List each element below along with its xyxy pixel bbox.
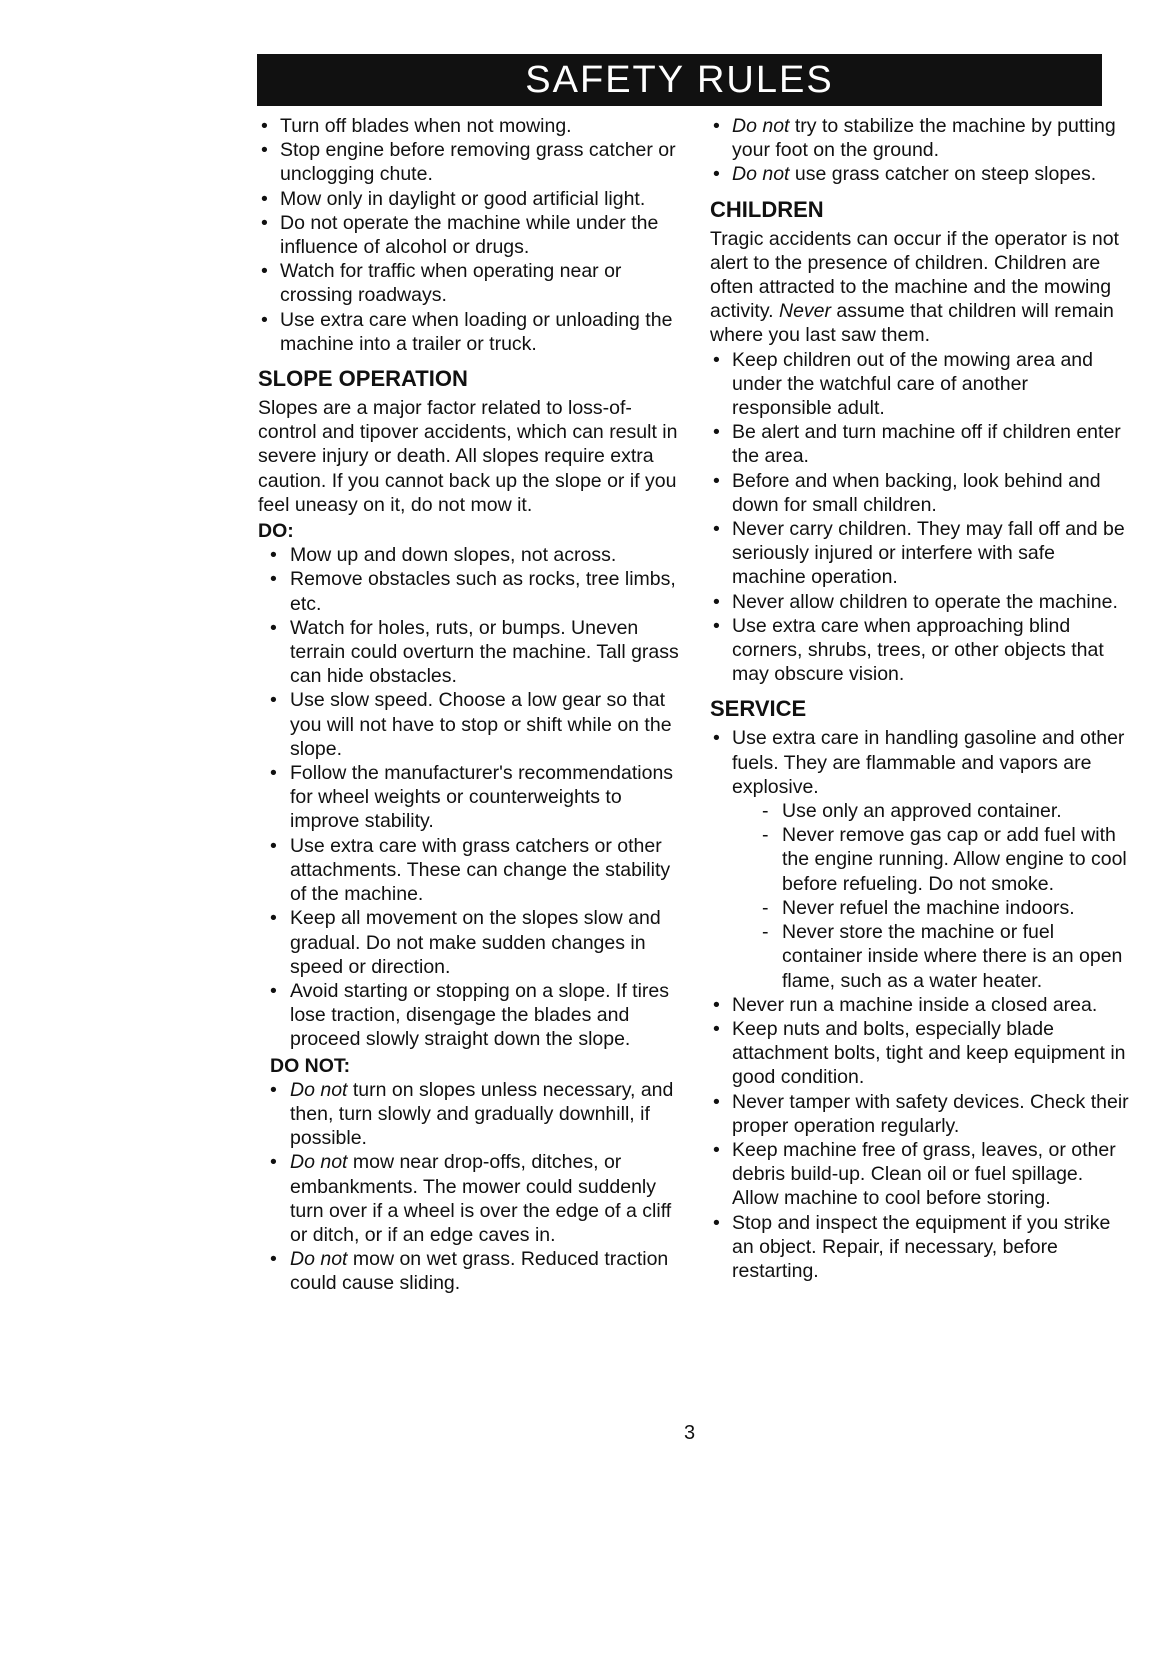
service-heading: SERVICE [710, 696, 807, 722]
list-item-text: use grass catcher on steep slopes. [789, 163, 1097, 186]
list-item-text: Use extra care in handling gasoline and other fuels. They are flammable and vapors are explosive. [732, 727, 1125, 798]
do-not-emphasis: Do not [732, 163, 790, 186]
list-item: • Watch for traffic when operating near or crossing roadways. [258, 259, 683, 307]
list-item [258, 1078, 683, 1151]
list-item [710, 726, 1130, 992]
do-not-emphasis: Do not [732, 115, 790, 137]
page-number: 3 [684, 1422, 696, 1444]
list-item: • Never run a machine inside a closed area. [710, 993, 1130, 1017]
children-paragraph-b: assume that children will remain where you last saw them. [710, 300, 1114, 347]
sublist-item: - Use only an approved container. [760, 799, 1130, 823]
sublist-item: - Never refuel the machine indoors. [760, 896, 1130, 920]
list-item [258, 1247, 683, 1295]
list-item: • Remove obstacles such as rocks, tree limbs, etc. [258, 567, 683, 615]
list-item [710, 162, 1130, 186]
slope-operation-paragraph: Slopes are a major factor related to loss-of-control and tipover accidents, which can result in severe injury or death. All slopes require extra caution. If you cannot back up the slope or if you feel uneasy on it, do not mow it. [258, 397, 678, 516]
list-item: • Before and when backing, look behind and down for small children. [710, 469, 1130, 517]
list-item: • Use extra care when loading or unloading the machine into a trailer or truck. [258, 308, 683, 356]
never-emphasis: Never [778, 300, 832, 323]
slope-operation-heading: SLOPE OPERATION [258, 366, 468, 392]
list-item: • Never tamper with safety devices. Check their proper operation regularly. [710, 1090, 1130, 1138]
list-item: • Keep nuts and bolts, especially blade attachment bolts, tight and keep equipment in good condition. [710, 1017, 1130, 1090]
do-not-emphasis: Do not [290, 1248, 348, 1271]
do-not-continued-list [710, 114, 1130, 187]
list-item: • Never allow children to operate the machine. [710, 590, 1130, 614]
list-item: • Follow the manufacturer's recommendations for wheel weights or counterweights to improve stability. [258, 761, 683, 834]
list-item: • Never carry children. They may fall off and be seriously injured or interfere with safe machine operation. [710, 517, 1130, 590]
children-paragraph-a: Tragic accidents can occur if the operator is not alert to the presence of children. Children are often attracted to the machine and the mowing activity. [710, 227, 1119, 323]
children-paragraph [710, 227, 1130, 348]
list-item: • Stop and inspect the equipment if you strike an object. Repair, if necessary, before restarting. [710, 1211, 1130, 1284]
list-item: • Use extra care with grass catchers or other attachments. These can change the stability of the machine. [258, 834, 683, 907]
list-item: • Keep children out of the mowing area and under the watchful care of another responsible adult. [710, 348, 1130, 421]
do-not-list [258, 1078, 683, 1296]
list-item: • Avoid starting or stopping on a slope. If tires lose traction, disengage the blades and proceed slowly straight down the slope. [258, 979, 683, 1052]
list-item: • Use slow speed. Choose a low gear so that you will not have to stop or shift while on the slope. [258, 688, 683, 761]
list-item: • Mow up and down slopes, not across. [258, 543, 683, 567]
list-item: • Do not operate the machine while under the influence of alcohol or drugs. [258, 211, 683, 259]
list-item [258, 1150, 683, 1247]
do-heading: DO: [258, 520, 294, 543]
list-item: • Keep machine free of grass, leaves, or other debris build-up. Clean oil or fuel spillage. Allow machine to cool before storing. [710, 1138, 1130, 1211]
service-sublist [760, 799, 1130, 993]
sublist-item: - Never store the machine or fuel container inside where there is an open flame, such as a water heater. [760, 920, 1130, 993]
children-list [710, 348, 1130, 687]
do-list [258, 543, 683, 1051]
list-item: • Keep all movement on the slopes slow and gradual. Do not make sudden changes in speed or direction. [258, 906, 683, 979]
list-item: • Turn off blades when not mowing. [258, 114, 683, 138]
do-not-emphasis: Do not [290, 1151, 348, 1174]
list-item-text: mow on wet grass. Reduced traction could cause sliding. [290, 1248, 669, 1295]
intro-list [258, 114, 683, 356]
list-item-text: try to stabilize the machine by putting your foot on the ground. [732, 115, 1116, 162]
left-column [258, 114, 683, 1296]
do-not-heading: DO NOT: [270, 1054, 351, 1077]
list-item: • Stop engine before removing grass catcher or unclogging chute. [258, 138, 683, 186]
list-item [710, 114, 1130, 162]
list-item: • Watch for holes, ruts, or bumps. Uneven terrain could overturn the machine. Tall grass can hide obstacles. [258, 616, 683, 689]
list-item-text: turn on slopes unless necessary, and then, turn slowly and gradually downhill, if possible. [290, 1078, 674, 1150]
list-item-text: mow near drop-offs, ditches, or embankments. The mower could suddenly turn over if a wheel is over the edge of a cliff or ditch, or if an edge caves in. [290, 1151, 672, 1246]
sublist-item: - Never remove gas cap or add fuel with the engine running. Allow engine to cool before refueling. Do not smoke. [760, 823, 1130, 896]
children-heading: CHILDREN [710, 196, 824, 222]
service-list [710, 726, 1130, 1283]
right-column [710, 114, 1130, 1283]
page-title-banner: SAFETY RULES [257, 54, 1102, 106]
do-not-emphasis: Do not [290, 1078, 348, 1101]
list-item: • Mow only in daylight or good artificial light. [258, 187, 683, 211]
list-item: • Use extra care when approaching blind corners, shrubs, trees, or other objects that may obscure vision. [710, 614, 1130, 687]
list-item: • Be alert and turn machine off if children enter the area. [710, 420, 1130, 468]
